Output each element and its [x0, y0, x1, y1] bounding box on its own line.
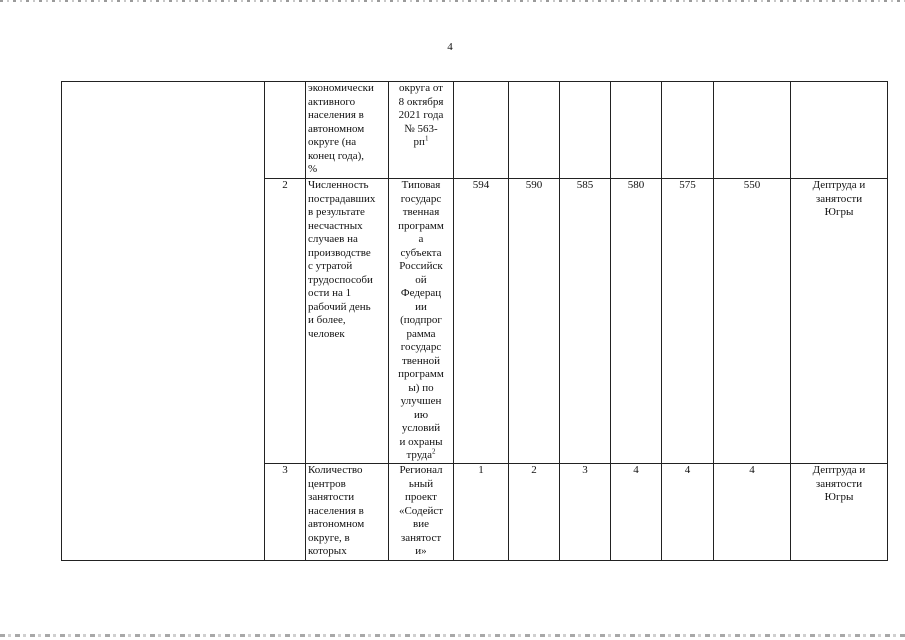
year-value-cell: 594	[454, 179, 509, 464]
year-value-cell: 575	[662, 179, 714, 464]
source-document-line	[391, 82, 451, 96]
row-number-cell	[265, 82, 306, 179]
source-document-line	[391, 314, 451, 328]
source-document-line	[391, 368, 451, 382]
source-document-text: «Содейст	[398, 504, 444, 517]
responsible-body-line: занятости	[815, 192, 863, 205]
year-value-cell	[509, 82, 560, 179]
source-document-line	[391, 449, 451, 463]
indicator-name-line: в результате	[308, 206, 365, 218]
indicator-name-line: автономном	[308, 122, 365, 135]
year-value-cell: 585	[560, 179, 611, 464]
indicator-name-line: %	[308, 163, 318, 175]
year-value-cell: 2	[509, 464, 560, 561]
indicator-name-line: Численность	[308, 179, 369, 191]
source-document-line	[391, 193, 451, 207]
row-number-cell: 2	[265, 179, 306, 464]
source-document-line	[391, 123, 451, 137]
year-value-cell	[560, 82, 611, 179]
table-row	[62, 82, 888, 179]
indicator-name-line: конец года),	[308, 149, 365, 162]
source-document-line	[391, 478, 451, 492]
indicator-name-line: населения в	[308, 109, 364, 121]
source-document-line	[391, 233, 451, 247]
source-document-cell	[389, 82, 454, 179]
indicator-name-cell	[306, 179, 389, 464]
source-document-text: 2021 года	[398, 109, 444, 121]
source-document-line	[391, 260, 451, 274]
source-document-text: рп	[413, 136, 425, 148]
responsible-body-line: занятости	[815, 477, 863, 490]
source-document-text: рамма	[406, 327, 436, 340]
indicator-name-line: которых	[308, 545, 347, 557]
source-document-line	[391, 491, 451, 505]
source-document-line	[391, 545, 451, 559]
source-document-text: ой	[415, 273, 427, 286]
indicator-name-line: округе (на	[308, 136, 357, 148]
source-document-text: твенная	[402, 206, 440, 218]
source-document-text: программ	[398, 219, 444, 232]
source-document-line	[391, 422, 451, 436]
indicator-name-line: населения в	[308, 504, 364, 517]
year-value-cell	[714, 82, 791, 179]
source-document-line	[391, 96, 451, 110]
indicator-name-line: пострадавших	[308, 192, 376, 205]
indicator-name-line: случаев на	[308, 233, 358, 245]
source-document-text: Регионал	[399, 464, 443, 476]
scan-edge-bottom	[0, 634, 905, 637]
indicator-name-line: активного	[308, 95, 356, 108]
source-document-line	[391, 220, 451, 234]
source-document-line	[391, 355, 451, 369]
source-document-line	[391, 395, 451, 409]
responsible-body-cell	[791, 179, 888, 464]
footnote-marker: 1	[424, 134, 429, 143]
source-document-line	[391, 136, 451, 150]
responsible-body-line: Югры	[824, 491, 854, 503]
source-document-line	[391, 301, 451, 315]
source-document-text: улучшен	[400, 395, 442, 407]
year-value-cell: 4	[714, 464, 791, 561]
indicator-name-line: рабочий день	[308, 300, 371, 313]
source-document-text: и»	[415, 545, 427, 557]
source-document-line	[391, 287, 451, 301]
indicator-name-cell	[306, 82, 389, 179]
source-document-text: государс	[400, 192, 442, 205]
year-value-cell: 4	[662, 464, 714, 561]
source-document-text: Российск	[399, 260, 443, 272]
source-document-text: ы) по	[408, 381, 434, 394]
source-document-cell	[389, 464, 454, 561]
responsible-body-line: Дептруда и	[812, 179, 866, 191]
year-value-cell: 1	[454, 464, 509, 561]
source-document-text: субъекта	[400, 246, 442, 259]
source-document-text: и охраны	[399, 435, 443, 448]
year-value-cell	[662, 82, 714, 179]
source-document-text: твенной	[402, 354, 440, 367]
source-document-line	[391, 436, 451, 450]
source-document-text: 8 октября	[398, 95, 444, 108]
indicator-name-line: занятости	[308, 491, 355, 503]
indicator-name-line: трудоспособи	[308, 273, 373, 286]
year-value-cell: 3	[560, 464, 611, 561]
source-document-line	[391, 341, 451, 355]
responsible-body-line: Югры	[824, 206, 854, 218]
responsible-body-cell	[791, 464, 888, 561]
indicator-name-line: Количество	[308, 464, 363, 476]
source-document-text: государс	[400, 341, 442, 353]
responsible-body-line: Дептруда и	[812, 464, 866, 476]
responsible-body-cell	[791, 82, 888, 179]
source-document-text: Типовая	[401, 179, 441, 191]
indicator-name-line: центров	[308, 477, 346, 490]
row-number-cell: 3	[265, 464, 306, 561]
source-document-text: № 563-	[404, 122, 438, 135]
source-document-text: ию	[413, 408, 429, 421]
source-document-text: проект	[405, 491, 437, 503]
year-value-cell: 4	[611, 464, 662, 561]
source-document-text: программ	[398, 368, 444, 380]
page-number: 4	[447, 41, 453, 53]
source-document-line	[391, 206, 451, 220]
year-value-cell: 590	[509, 179, 560, 464]
year-value-cell: 580	[611, 179, 662, 464]
year-value-cell	[454, 82, 509, 179]
indicator-name-line: автономном	[308, 518, 365, 530]
indicator-name-line: и более,	[308, 314, 346, 326]
source-document-line	[391, 532, 451, 546]
source-document-text: (подпрог	[400, 314, 442, 326]
source-document-line	[391, 179, 451, 193]
source-document-line	[391, 518, 451, 532]
source-document-text: занятост	[400, 531, 442, 544]
source-document-text: ии	[415, 300, 427, 313]
source-document-line	[391, 274, 451, 288]
source-document-text: условий	[401, 422, 441, 434]
source-document-text: округа от	[398, 82, 443, 94]
indicator-name-line: человек	[308, 327, 345, 340]
scan-edge-top	[0, 0, 905, 2]
source-document-cell	[389, 179, 454, 464]
indicator-name-cell	[306, 464, 389, 561]
indicator-name-line: производстве	[308, 246, 371, 259]
indicator-name-line: округе, в	[308, 531, 350, 544]
source-document-text: Федерац	[400, 287, 442, 299]
indicator-name-line: ости на 1	[308, 287, 352, 299]
source-document-line	[391, 505, 451, 519]
indicator-name-line: несчастных	[308, 219, 363, 232]
source-document-text: вие	[413, 518, 429, 530]
year-value-cell	[611, 82, 662, 179]
footnote-marker: 2	[432, 447, 436, 456]
indicators-table	[61, 81, 888, 561]
source-document-text: а	[418, 233, 424, 245]
indicator-name-line: экономически	[308, 82, 374, 94]
source-document-text: труда	[406, 449, 433, 461]
source-document-text: ьный	[408, 477, 434, 490]
indicator-name-line: с утратой	[308, 260, 353, 272]
source-document-line	[391, 109, 451, 123]
blank-cell	[62, 82, 265, 561]
source-document-line	[391, 464, 451, 478]
source-document-line	[391, 409, 451, 423]
source-document-line	[391, 247, 451, 261]
source-document-line	[391, 328, 451, 342]
source-document-line	[391, 382, 451, 396]
year-value-cell: 550	[714, 179, 791, 464]
